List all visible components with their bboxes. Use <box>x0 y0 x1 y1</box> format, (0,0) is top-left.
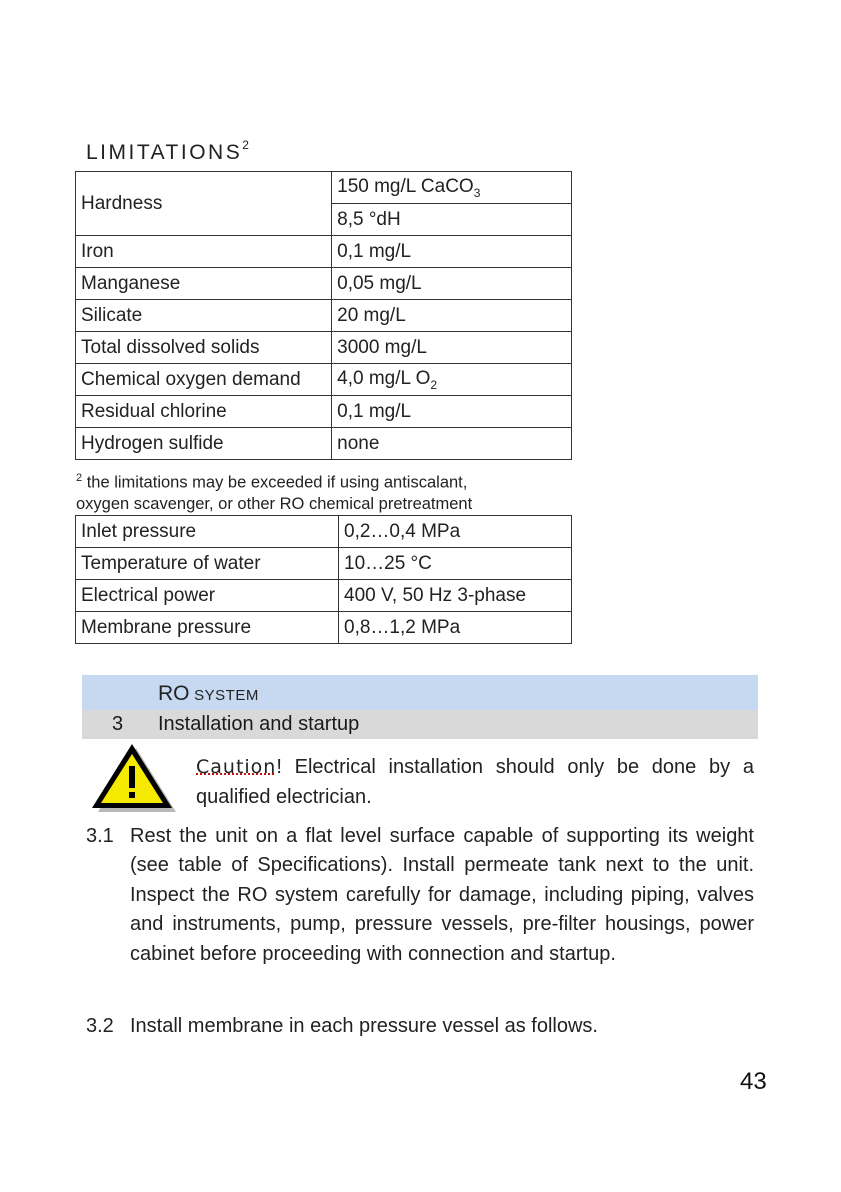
subsection-number: 3 <box>112 713 124 735</box>
limitations-footnote <box>76 468 472 515</box>
table-row <box>76 364 572 396</box>
value-cell: none <box>332 428 572 460</box>
value-text: 4,0 mg/L O <box>337 367 431 389</box>
table-row <box>76 548 572 580</box>
param-cell: Silicate <box>76 300 332 332</box>
step-text: Rest the unit on a flat level surface capable of supporting its weight (see table of Specifications). Install permeate tank next to the unit. Inspect the RO system carefully for damage, including piping, valves and instruments, pump, pressure vessels, pre-filter housings, power cabinet before proceeding with connection and startup. <box>130 825 754 965</box>
footnote-line-1: the limitations may be exceeded if using antiscalant, <box>82 473 468 492</box>
caution-word: Caution <box>196 756 277 778</box>
value-cell: 400 V, 50 Hz 3-phase <box>339 580 572 612</box>
value-cell: 8,5 °dH <box>332 204 572 236</box>
param-cell: Total dissolved solids <box>76 332 332 364</box>
table-row <box>76 300 572 332</box>
table-row <box>76 396 572 428</box>
value-cell <box>332 172 572 204</box>
value-cell: 20 mg/L <box>332 300 572 332</box>
step-number: 3.1 <box>86 825 114 847</box>
table-row <box>76 612 572 644</box>
param-cell: Inlet pressure <box>76 516 339 548</box>
value-cell: 0,05 mg/L <box>332 268 572 300</box>
value-cell: 0,1 mg/L <box>332 396 572 428</box>
param-cell: Residual chlorine <box>76 396 332 428</box>
table-row <box>76 172 572 204</box>
step-number: 3.2 <box>86 1015 114 1037</box>
value-cell: 10…25 °C <box>339 548 572 580</box>
value-cell: 0,1 mg/L <box>332 236 572 268</box>
footnote-mark: 2 <box>76 472 83 484</box>
limitations-heading <box>86 140 249 165</box>
param-cell: Manganese <box>76 268 332 300</box>
section-title <box>158 682 259 706</box>
table-row <box>76 516 572 548</box>
table-row <box>76 580 572 612</box>
value-cell <box>332 364 572 396</box>
param-cell: Membrane pressure <box>76 612 339 644</box>
limitations-heading-footnote-mark: 2 <box>242 138 249 152</box>
page-number: 43 <box>740 1068 767 1095</box>
limitations-table <box>75 171 572 460</box>
value-cell: 0,8…1,2 MPa <box>339 612 572 644</box>
value-cell: 3000 mg/L <box>332 332 572 364</box>
table-row <box>76 236 572 268</box>
value-text: 150 mg/L CaCO <box>337 175 474 197</box>
value-subscript: 3 <box>473 185 481 200</box>
table-row <box>76 268 572 300</box>
table-row <box>76 428 572 460</box>
section-title-big: RO <box>158 682 190 705</box>
caution-message: ! Electrical installation should only be done by a qualified electrician. <box>196 756 754 808</box>
param-cell: Electrical power <box>76 580 339 612</box>
footnote-line-2: oxygen scavenger, or other RO chemical pretreatment <box>76 494 473 513</box>
value-cell: 0,2…0,4 MPa <box>339 516 572 548</box>
value-subscript: 2 <box>430 377 438 392</box>
limitations-heading-text: LIMITATIONS <box>86 141 243 164</box>
step-text: Install membrane in each pressure vessel as follows. <box>130 1015 598 1037</box>
param-cell: Iron <box>76 236 332 268</box>
operating-conditions-table <box>75 515 572 644</box>
param-cell: Hardness <box>76 172 332 236</box>
param-cell: Temperature of water <box>76 548 339 580</box>
param-cell: Hydrogen sulfide <box>76 428 332 460</box>
section-title-small: SYSTEM <box>189 687 259 704</box>
caution-note <box>196 752 754 812</box>
subsection-title: Installation and startup <box>158 713 360 735</box>
table-row <box>76 332 572 364</box>
param-cell: Chemical oxygen demand <box>76 364 332 396</box>
warning-icon <box>90 742 176 812</box>
